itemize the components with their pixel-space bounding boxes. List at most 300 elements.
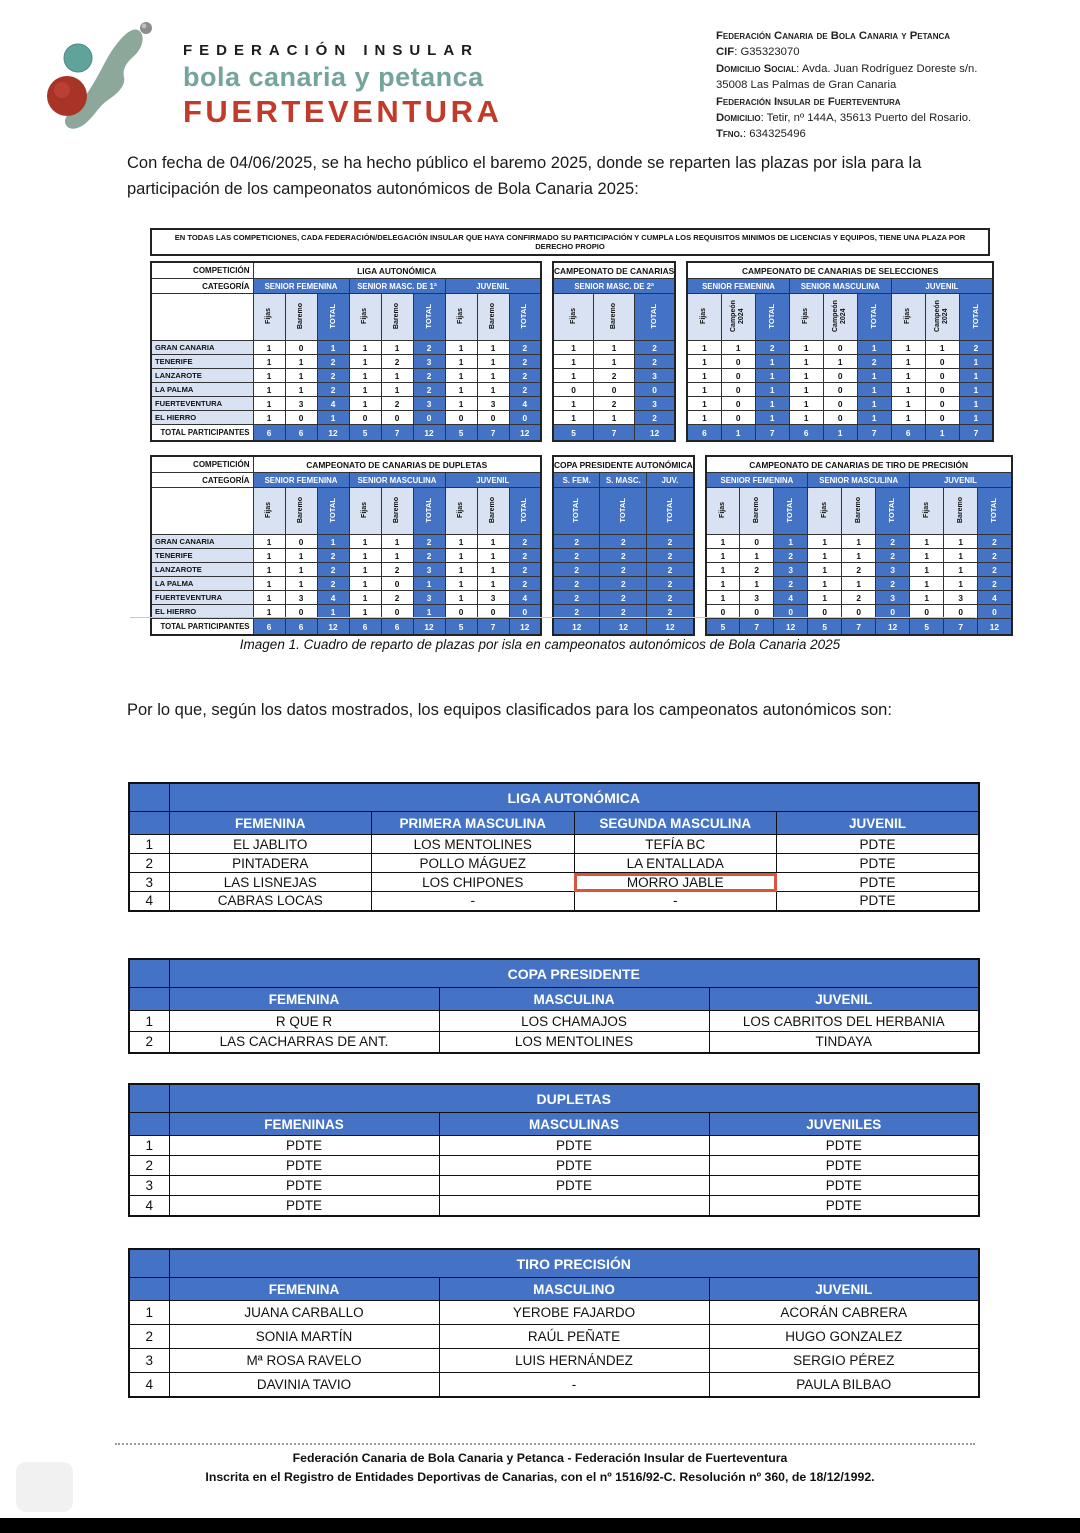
category-header: JUVENIL — [445, 473, 541, 488]
table-row — [706, 456, 1012, 473]
contact-line — [716, 28, 1008, 44]
rotated-column-header — [876, 488, 910, 535]
island-row — [706, 535, 1012, 549]
rotated-column-header — [477, 488, 509, 535]
value-cell: 1 — [755, 355, 789, 369]
value-cell: 0 — [823, 411, 857, 425]
table-row — [553, 488, 694, 535]
team-cell: POLLO MÁGUEZ — [372, 854, 575, 873]
value-cell: 2 — [509, 549, 541, 563]
table-row — [129, 1032, 979, 1053]
island-label: LANZAROTE — [151, 563, 253, 577]
title-corner — [129, 783, 169, 812]
header-corner — [129, 1113, 169, 1136]
island-row — [706, 549, 1012, 563]
row-number: 1 — [129, 1011, 169, 1032]
total-value: 1 — [823, 425, 857, 442]
row-number: 2 — [129, 854, 169, 873]
table-row — [129, 1373, 979, 1397]
value-cell: 0 — [978, 605, 1012, 619]
island-row — [553, 411, 675, 425]
value-cell: 1 — [477, 355, 509, 369]
total-value: 6 — [381, 619, 413, 636]
value-cell: 0 — [285, 605, 317, 619]
total-value: 5 — [445, 425, 477, 442]
rotated-label: Campeón 2024 — [730, 300, 746, 332]
plazas-block-table — [705, 455, 1013, 636]
value-cell: 2 — [600, 535, 647, 549]
total-value: 12 — [647, 619, 694, 636]
total-value: 7 — [944, 619, 978, 636]
value-cell: 1 — [477, 341, 509, 355]
island-label: TENERIFE — [151, 549, 253, 563]
value-cell: 2 — [600, 591, 647, 605]
team-cell: LOS CABRITOS DEL HERBANIA — [709, 1011, 979, 1032]
value-cell: 1 — [349, 591, 381, 605]
table-row — [129, 1011, 979, 1032]
value-cell: 1 — [349, 605, 381, 619]
table-row — [129, 1278, 979, 1301]
island-row — [151, 577, 541, 591]
value-cell: 1 — [381, 549, 413, 563]
table-row — [687, 262, 993, 279]
value-cell: 3 — [477, 397, 509, 411]
row-number: 3 — [129, 1349, 169, 1373]
contact-value: : 634325496 — [742, 128, 806, 141]
value-cell: 2 — [978, 535, 1012, 549]
rotated-label: TOTAL — [327, 303, 337, 329]
contact-label: CIF — [716, 46, 735, 59]
rotated-label: TOTAL — [785, 497, 795, 523]
total-label: TOTAL PARTICIPANTES — [151, 619, 253, 636]
rotated-label: Campeón 2024 — [934, 300, 950, 332]
rotated-label: TOTAL — [887, 497, 897, 523]
column-header: JUVENILES — [709, 1113, 979, 1136]
team-cell — [439, 1196, 709, 1216]
rotated-column-header — [857, 294, 891, 341]
table-row — [706, 488, 1012, 535]
value-cell: 2 — [509, 383, 541, 397]
table-row — [129, 1113, 979, 1136]
row-number: 4 — [129, 892, 169, 911]
column-header: MASCULINAS — [439, 1113, 709, 1136]
island-row — [553, 369, 675, 383]
rotated-label: TOTAL — [423, 303, 433, 329]
team-cell: TINDAYA — [709, 1032, 979, 1053]
total-value: 7 — [594, 425, 635, 442]
team-cell: R QUE R — [169, 1011, 439, 1032]
column-header: PRIMERA MASCULINA — [372, 812, 575, 835]
team-cell: TEFÍA BC — [574, 835, 777, 854]
value-cell: 0 — [740, 605, 774, 619]
value-cell: 1 — [253, 411, 285, 425]
category-header: S. FEM. — [553, 473, 600, 488]
total-value: 6 — [687, 425, 721, 442]
rotated-column-header — [774, 488, 808, 535]
contact-line — [716, 110, 1008, 126]
category-header: SENIOR FEMENINA — [253, 279, 349, 294]
footer-divider — [115, 1443, 975, 1445]
column-header: FEMENINA — [169, 1278, 439, 1301]
value-cell: 3 — [876, 591, 910, 605]
table-row — [151, 488, 541, 535]
team-cell: - — [574, 892, 777, 911]
value-cell: 2 — [634, 411, 675, 425]
value-cell: 1 — [944, 549, 978, 563]
value-cell: 1 — [891, 411, 925, 425]
value-cell: 2 — [978, 563, 1012, 577]
table-row — [129, 959, 979, 988]
value-cell: 0 — [445, 411, 477, 425]
value-cell: 0 — [823, 383, 857, 397]
category-header: JUVENIL — [445, 279, 541, 294]
island-row — [687, 397, 993, 411]
column-header: JUVENIL — [709, 1278, 979, 1301]
value-cell: 1 — [857, 397, 891, 411]
value-cell: 2 — [634, 355, 675, 369]
value-cell: 1 — [944, 563, 978, 577]
rotated-column-header — [823, 294, 857, 341]
categoria-label: CATEGORÍA — [151, 473, 253, 488]
row-number: 3 — [129, 873, 169, 892]
value-cell: 1 — [445, 549, 477, 563]
contact-label: Federación Insular de Fuerteventura — [716, 95, 901, 108]
island-label: TENERIFE — [151, 355, 253, 369]
value-cell: 0 — [774, 605, 808, 619]
rotated-label: TOTAL — [617, 497, 627, 523]
column-header: FEMENINA — [169, 812, 372, 835]
value-cell: 2 — [317, 577, 349, 591]
contact-line — [716, 126, 1008, 142]
team-cell: - — [372, 892, 575, 911]
rotated-column-header — [285, 488, 317, 535]
value-cell: 2 — [553, 563, 600, 577]
rotated-column-header — [959, 294, 993, 341]
table-row — [151, 279, 541, 294]
value-cell: 1 — [349, 383, 381, 397]
rotated-label: Baremo — [488, 302, 496, 330]
value-cell: 1 — [253, 605, 285, 619]
table-row — [553, 262, 675, 279]
value-cell: 0 — [706, 605, 740, 619]
total-value: 12 — [600, 619, 647, 636]
category-header: JUVENIL — [891, 279, 993, 294]
value-cell: 2 — [755, 341, 789, 355]
value-cell: 0 — [553, 383, 594, 397]
value-cell: 1 — [253, 369, 285, 383]
value-cell: 0 — [876, 605, 910, 619]
contact-line — [716, 94, 1008, 110]
category-header: SENIOR MASC. DE 1ª — [349, 279, 445, 294]
value-cell: 2 — [553, 577, 600, 591]
team-cell: PDTE — [439, 1136, 709, 1156]
logo-line-fuerteventura: FUERTEVENTURA — [183, 94, 503, 129]
value-cell: 0 — [808, 605, 842, 619]
value-cell: 0 — [721, 383, 755, 397]
footer-line-2: Inscrita en el Registro de Entidades Deportivas de Canarias, con el nº 1516/92-C. Resolución nº 360, de 18/12/1992. — [205, 1470, 875, 1485]
team-cell: YEROBE FAJARDO — [439, 1301, 709, 1325]
value-cell: 1 — [789, 411, 823, 425]
value-cell: 2 — [647, 577, 694, 591]
value-cell: 0 — [285, 535, 317, 549]
plazas-block-table — [552, 455, 695, 636]
value-cell: 0 — [381, 411, 413, 425]
rotated-column-header — [978, 488, 1012, 535]
value-cell: 1 — [959, 355, 993, 369]
team-cell: LAS LISNEJAS — [169, 873, 372, 892]
value-cell: 1 — [413, 577, 445, 591]
value-cell: 1 — [285, 549, 317, 563]
value-cell: 1 — [285, 563, 317, 577]
value-cell: 1 — [317, 535, 349, 549]
value-cell: 0 — [910, 605, 944, 619]
value-cell: 1 — [349, 577, 381, 591]
island-row — [687, 355, 993, 369]
value-cell: 2 — [317, 355, 349, 369]
value-cell: 0 — [445, 605, 477, 619]
total-value: 7 — [740, 619, 774, 636]
total-row — [553, 425, 675, 442]
value-cell: 1 — [706, 563, 740, 577]
value-cell: 3 — [413, 355, 445, 369]
table-row — [129, 988, 979, 1011]
total-value: 6 — [285, 425, 317, 442]
island-row — [553, 549, 694, 563]
value-cell: 1 — [910, 535, 944, 549]
value-cell: 3 — [285, 591, 317, 605]
value-cell: 1 — [721, 341, 755, 355]
value-cell: 1 — [445, 355, 477, 369]
value-cell: 0 — [823, 397, 857, 411]
rotated-column-header — [477, 294, 509, 341]
value-cell: 1 — [553, 355, 594, 369]
value-cell: 3 — [477, 591, 509, 605]
value-cell: 1 — [349, 341, 381, 355]
value-cell: 2 — [509, 341, 541, 355]
team-cell: PAULA BILBAO — [709, 1373, 979, 1397]
rotated-column-header — [317, 294, 349, 341]
value-cell: 2 — [876, 549, 910, 563]
value-cell: 1 — [755, 397, 789, 411]
island-row — [151, 369, 541, 383]
corner-widget[interactable] — [16, 1462, 73, 1512]
value-cell: 2 — [553, 535, 600, 549]
rotated-label: Baremo — [610, 302, 618, 330]
title-corner — [129, 1084, 169, 1113]
table-row — [151, 456, 541, 473]
category-header: SENIOR FEMENINA — [687, 279, 789, 294]
team-cell: EL JABLITO — [169, 835, 372, 854]
rotated-label: Campeón 2024 — [832, 300, 848, 332]
team-cell: Mª ROSA RAVELO — [169, 1349, 439, 1373]
plazas-band — [150, 261, 990, 442]
classification-table — [128, 1083, 980, 1217]
value-cell: 3 — [413, 397, 445, 411]
value-cell: 1 — [553, 411, 594, 425]
competition-title: CAMPEONATO DE CANARIAS DE DUPLETAS — [253, 456, 541, 473]
row-number: 1 — [129, 1301, 169, 1325]
rotated-label: Fijas — [456, 308, 464, 324]
rotated-label: TOTAL — [989, 497, 999, 523]
value-cell: 2 — [381, 591, 413, 605]
rotated-column-header — [789, 294, 823, 341]
island-row — [553, 577, 694, 591]
value-cell: 0 — [594, 383, 635, 397]
value-cell: 2 — [594, 369, 635, 383]
rotated-label: TOTAL — [649, 303, 659, 329]
intro-paragraph: Con fecha de 04/06/2025, se ha hecho público el baremo 2025, donde se reparten las plazas por isla para la participación de los campeonatos autonómicos de Bola Canaria 2025: — [127, 154, 922, 199]
value-cell: 1 — [349, 563, 381, 577]
table-row — [129, 892, 979, 911]
value-cell: 3 — [944, 591, 978, 605]
rotated-label: TOTAL — [970, 303, 980, 329]
rotated-column-header — [925, 294, 959, 341]
category-header: SENIOR MASC. DE 2ª — [553, 279, 675, 294]
competition-title: CAMPEONATO DE CANARIAS DE SELECCIONES — [687, 262, 993, 279]
value-cell: 0 — [925, 383, 959, 397]
total-value: 12 — [876, 619, 910, 636]
value-cell: 1 — [285, 369, 317, 383]
team-cell: ACORÁN CABRERA — [709, 1301, 979, 1325]
total-label: TOTAL PARTICIPANTES — [151, 425, 253, 442]
island-row — [706, 577, 1012, 591]
value-cell: 1 — [891, 397, 925, 411]
value-cell: 1 — [594, 341, 635, 355]
category-header: SENIOR FEMENINA — [253, 473, 349, 488]
team-cell: LUIS HERNÁNDEZ — [439, 1349, 709, 1373]
table-row — [129, 783, 979, 812]
categoria-label: CATEGORÍA — [151, 279, 253, 294]
rotated-column-header — [413, 294, 445, 341]
total-value: 5 — [445, 619, 477, 636]
contact-line — [716, 77, 1008, 93]
logo-line-bola-canaria: bola canaria y petanca — [183, 62, 484, 92]
value-cell: 0 — [477, 605, 509, 619]
contact-value: : G35323070 — [734, 46, 800, 59]
team-cell: JUANA CARBALLO — [169, 1301, 439, 1325]
contact-value: 35008 Las Palmas de Gran Canaria — [716, 79, 897, 92]
value-cell: 2 — [647, 591, 694, 605]
total-value: 7 — [477, 425, 509, 442]
team-cell: PDTE — [777, 854, 980, 873]
value-cell: 2 — [647, 563, 694, 577]
value-cell: 1 — [349, 535, 381, 549]
total-row — [687, 425, 993, 442]
value-cell: 2 — [553, 605, 600, 619]
rotated-column-header — [509, 294, 541, 341]
title-corner — [129, 1249, 169, 1278]
value-cell: 2 — [509, 369, 541, 383]
empty-corner — [151, 488, 253, 535]
value-cell: 2 — [317, 369, 349, 383]
value-cell: 0 — [823, 369, 857, 383]
value-cell: 2 — [959, 341, 993, 355]
table-row — [129, 1349, 979, 1373]
team-cell: PDTE — [709, 1196, 979, 1216]
contact-block — [716, 28, 1008, 143]
team-cell: PDTE — [169, 1156, 439, 1176]
value-cell: 1 — [944, 535, 978, 549]
tiro-precision-table — [128, 1248, 980, 1398]
total-row — [151, 425, 541, 442]
liga-autonomica-table — [128, 782, 980, 912]
island-row — [151, 563, 541, 577]
value-cell: 1 — [317, 341, 349, 355]
value-cell: 1 — [891, 341, 925, 355]
value-cell: 0 — [477, 411, 509, 425]
total-value: 7 — [755, 425, 789, 442]
rotated-label: TOTAL — [519, 303, 529, 329]
table-row — [129, 812, 979, 835]
value-cell: 0 — [925, 411, 959, 425]
table-row — [553, 294, 675, 341]
plazas-banner: EN TODAS LAS COMPETICIONES, CADA FEDERACIÓN/DELEGACIÓN INSULAR QUE HAYA CONFIRMADO SU PARTICIPACIÓN Y CUMPLA LOS REQUISITOS MINIMOS DE LICENCIAS Y EQUIPOS, TIENE UNA PLAZA POR DERECHO PROPIO — [150, 228, 990, 256]
total-value: 7 — [842, 619, 876, 636]
rotated-column-header — [594, 294, 635, 341]
team-cell: LOS CHAMAJOS — [439, 1011, 709, 1032]
value-cell: 1 — [808, 535, 842, 549]
classification-table — [128, 782, 980, 912]
value-cell: 1 — [959, 383, 993, 397]
table-row — [687, 294, 993, 341]
value-cell: 1 — [553, 369, 594, 383]
island-label: LANZAROTE — [151, 369, 253, 383]
value-cell: 1 — [925, 341, 959, 355]
competition-title: COPA PRESIDENTE AUTONÓMICA — [553, 456, 694, 473]
table-row — [151, 262, 541, 279]
rotated-label: Fijas — [718, 502, 726, 518]
team-cell: PDTE — [709, 1156, 979, 1176]
team-cell: SERGIO PÉREZ — [709, 1349, 979, 1373]
header-corner — [129, 812, 169, 835]
total-value: 1 — [721, 425, 755, 442]
value-cell: 1 — [789, 397, 823, 411]
header — [42, 18, 502, 136]
footer-line-1: Federación Canaria de Bola Canaria y Petanca - Federación Insular de Fuerteventura — [292, 1451, 788, 1465]
value-cell: 0 — [740, 535, 774, 549]
contact-label: Domicilio Social — [716, 62, 797, 75]
rotated-column-header — [253, 294, 285, 341]
value-cell: 2 — [413, 341, 445, 355]
island-label: EL HIERRO — [151, 605, 253, 619]
value-cell: 2 — [842, 563, 876, 577]
value-cell: 1 — [910, 591, 944, 605]
row-number: 1 — [129, 835, 169, 854]
table-title: LIGA AUTONÓMICA — [169, 783, 979, 812]
value-cell: 1 — [253, 577, 285, 591]
island-row — [151, 591, 541, 605]
value-cell: 0 — [721, 397, 755, 411]
table-row — [129, 854, 979, 873]
island-row — [553, 563, 694, 577]
value-cell: 3 — [285, 397, 317, 411]
value-cell: 1 — [477, 577, 509, 591]
value-cell: 1 — [687, 369, 721, 383]
table-row — [129, 1084, 979, 1113]
value-cell: 3 — [740, 591, 774, 605]
total-value: 12 — [774, 619, 808, 636]
island-row — [151, 535, 541, 549]
qualified-paragraph: Por lo que, según los datos mostrados, los equipos clasificados para los campeonatos autonómicos son: — [127, 701, 892, 719]
value-cell: 0 — [381, 577, 413, 591]
team-cell: PDTE — [709, 1136, 979, 1156]
value-cell: 2 — [600, 605, 647, 619]
total-row — [151, 619, 541, 636]
value-cell: 1 — [687, 411, 721, 425]
table-row — [129, 835, 979, 854]
value-cell: 1 — [687, 383, 721, 397]
value-cell: 2 — [978, 549, 1012, 563]
